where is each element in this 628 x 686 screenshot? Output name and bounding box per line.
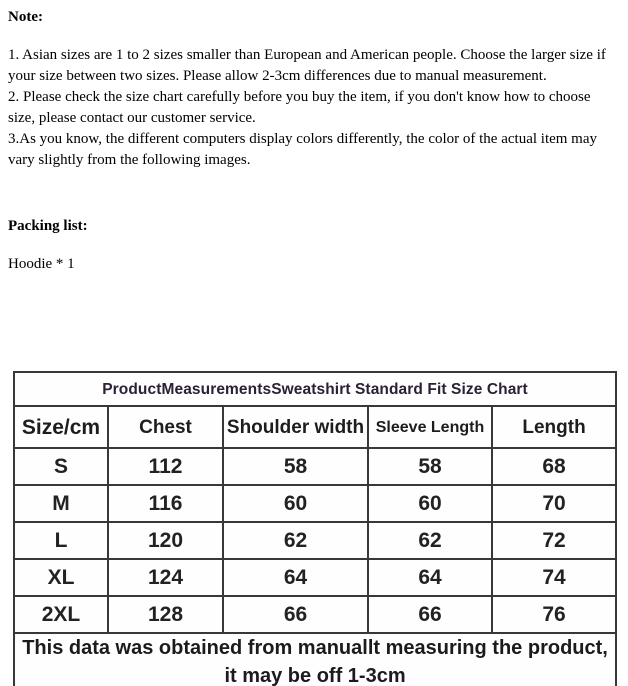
sleeve-cell: 64 xyxy=(368,559,492,596)
shoulder-cell: 58 xyxy=(223,448,368,485)
note-item-1: 1. Asian sizes are 1 to 2 sizes smaller than European and American people. Choose the larger size if your size between two sizes. Please allow 2-3cm differences due to manual measurement. xyxy=(8,47,606,84)
footer-note-line1: This data was obtained from manuallt measuring the product, xyxy=(22,637,608,659)
size-cell: L xyxy=(14,522,108,559)
chest-cell: 120 xyxy=(108,522,223,559)
shoulder-cell: 66 xyxy=(223,596,368,633)
shoulder-cell: 60 xyxy=(223,485,368,522)
packing-list-item: Hoodie * 1 xyxy=(8,256,75,272)
length-cell: 76 xyxy=(492,596,616,633)
size-chart-header-row xyxy=(14,406,616,448)
column-header-length: Length xyxy=(492,406,616,448)
size-cell: XL xyxy=(14,559,108,596)
size-row-xl xyxy=(14,559,616,596)
chest-cell: 124 xyxy=(108,559,223,596)
sleeve-cell: 62 xyxy=(368,522,492,559)
size-chart-footer-note xyxy=(14,633,616,686)
size-row-2xl xyxy=(14,596,616,633)
footer-note-line2: it may be off 1-3cm xyxy=(224,665,406,686)
column-header-shoulder-width: Shoulder width xyxy=(223,406,368,448)
shoulder-cell: 64 xyxy=(223,559,368,596)
size-cell: 2XL xyxy=(14,596,108,633)
column-header-size: Size/cm xyxy=(14,406,108,448)
note-heading: Note: xyxy=(8,9,43,25)
shoulder-cell: 62 xyxy=(223,522,368,559)
length-cell: 74 xyxy=(492,559,616,596)
chest-cell: 128 xyxy=(108,596,223,633)
size-cell: S xyxy=(14,448,108,485)
packing-list-heading: Packing list: xyxy=(8,218,88,234)
size-row-l xyxy=(14,522,616,559)
size-chart-title-row xyxy=(14,372,616,406)
length-cell: 68 xyxy=(492,448,616,485)
length-cell: 70 xyxy=(492,485,616,522)
size-chart-table xyxy=(13,371,617,686)
sleeve-cell: 58 xyxy=(368,448,492,485)
chest-cell: 112 xyxy=(108,448,223,485)
chest-cell: 116 xyxy=(108,485,223,522)
note-item-2: 2. Please check the size chart carefully before you buy the item, if you don't know how to choose size, please contact our customer service. xyxy=(8,89,591,126)
size-row-s xyxy=(14,448,616,485)
size-chart-footer-row xyxy=(14,633,616,686)
size-row-m xyxy=(14,485,616,522)
note-item-3: 3.As you know, the different computers display colors differently, the color of the actual item may vary slightly from the following images. xyxy=(8,131,598,168)
size-cell: M xyxy=(14,485,108,522)
sleeve-cell: 60 xyxy=(368,485,492,522)
size-chart-title: ProductMeasurementsSweatshirt Standard Fit Size Chart xyxy=(14,372,616,406)
length-cell: 72 xyxy=(492,522,616,559)
column-header-chest: Chest xyxy=(108,406,223,448)
column-header-sleeve-length: Sleeve Length xyxy=(368,406,492,448)
sleeve-cell: 66 xyxy=(368,596,492,633)
